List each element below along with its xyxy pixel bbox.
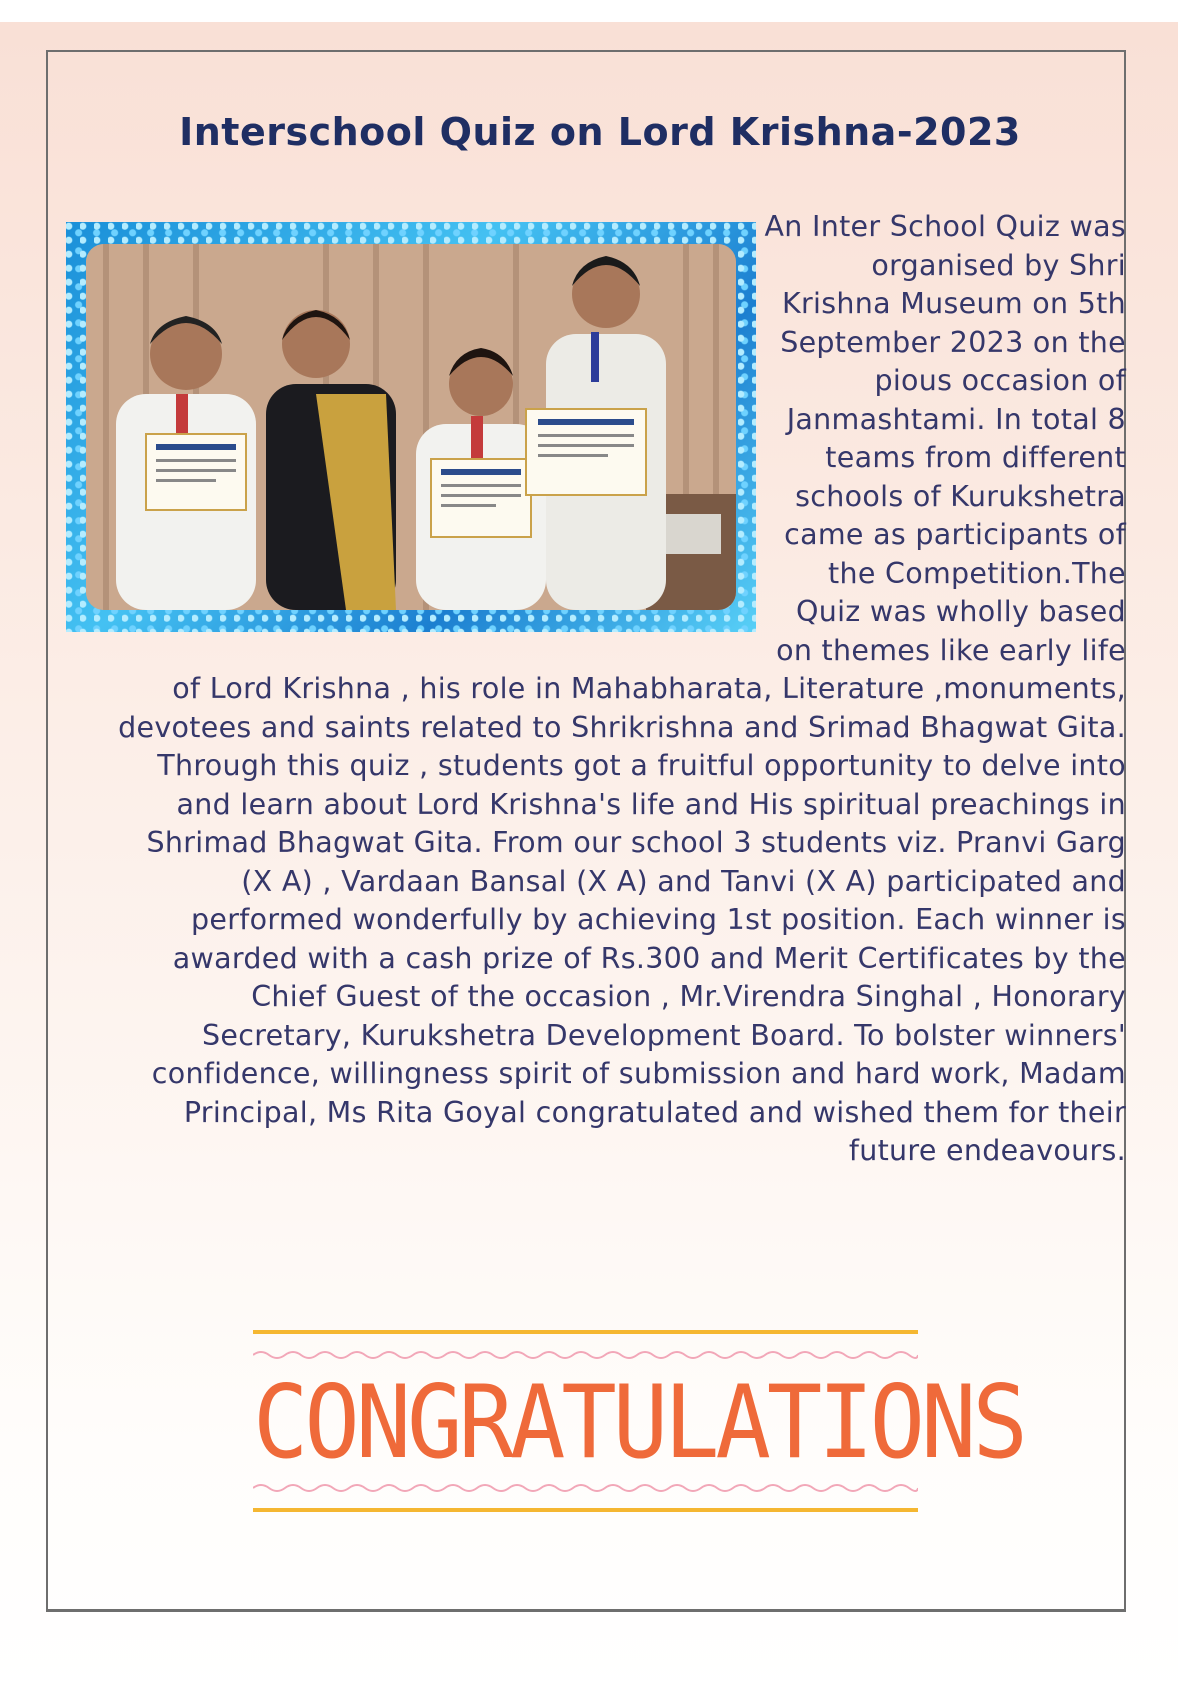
photo-wrap-spacer xyxy=(110,208,760,633)
article-body xyxy=(110,208,1126,1171)
banner-bottom-wave xyxy=(253,1485,918,1491)
page-title: Interschool Quiz on Lord Krishna-2023 xyxy=(179,110,1021,154)
article-body-text: An Inter School Quiz was organised by Shri Krishna Museum on 5th September 2023 on the pious occasion of Janmashtami. In total 8 teams from different schools of Kurukshetra came as participants of the Competition.The Quiz was wholly based on themes like early life of Lord Krishna , his role in Mahabharata, Literature ,monuments, devotees and saints related to Shrikrishna and Srimad Bhagwat Gita. Through this quiz , students got a fruitful opportunity to delve into and learn about Lord Krishna's life and His spiritual preachings in Shrimad Bhagwat Gita. From our school 3 students viz. Pranvi Garg (X A) , Vardaan Bansal (X A) and Tanvi (X A) participated and performed wonderfully by achieving 1st position. Each winner is awarded with a cash prize of Rs.300 and Merit Certificates by the Chief Guest of the occasion , Mr.Virendra Singhal , Honorary Secretary, Kurukshetra Development Board. To bolster winners' confidence, willingness spirit of submission and hard work, Madam Principal, Ms Rita Goyal congratulated and wished them for their future endeavours. xyxy=(118,210,1126,1167)
congratulations-banner xyxy=(253,1328,1024,1514)
banner-top-wave xyxy=(253,1352,918,1358)
congratulations-text: CONGRATULATIONS xyxy=(253,1363,1024,1482)
